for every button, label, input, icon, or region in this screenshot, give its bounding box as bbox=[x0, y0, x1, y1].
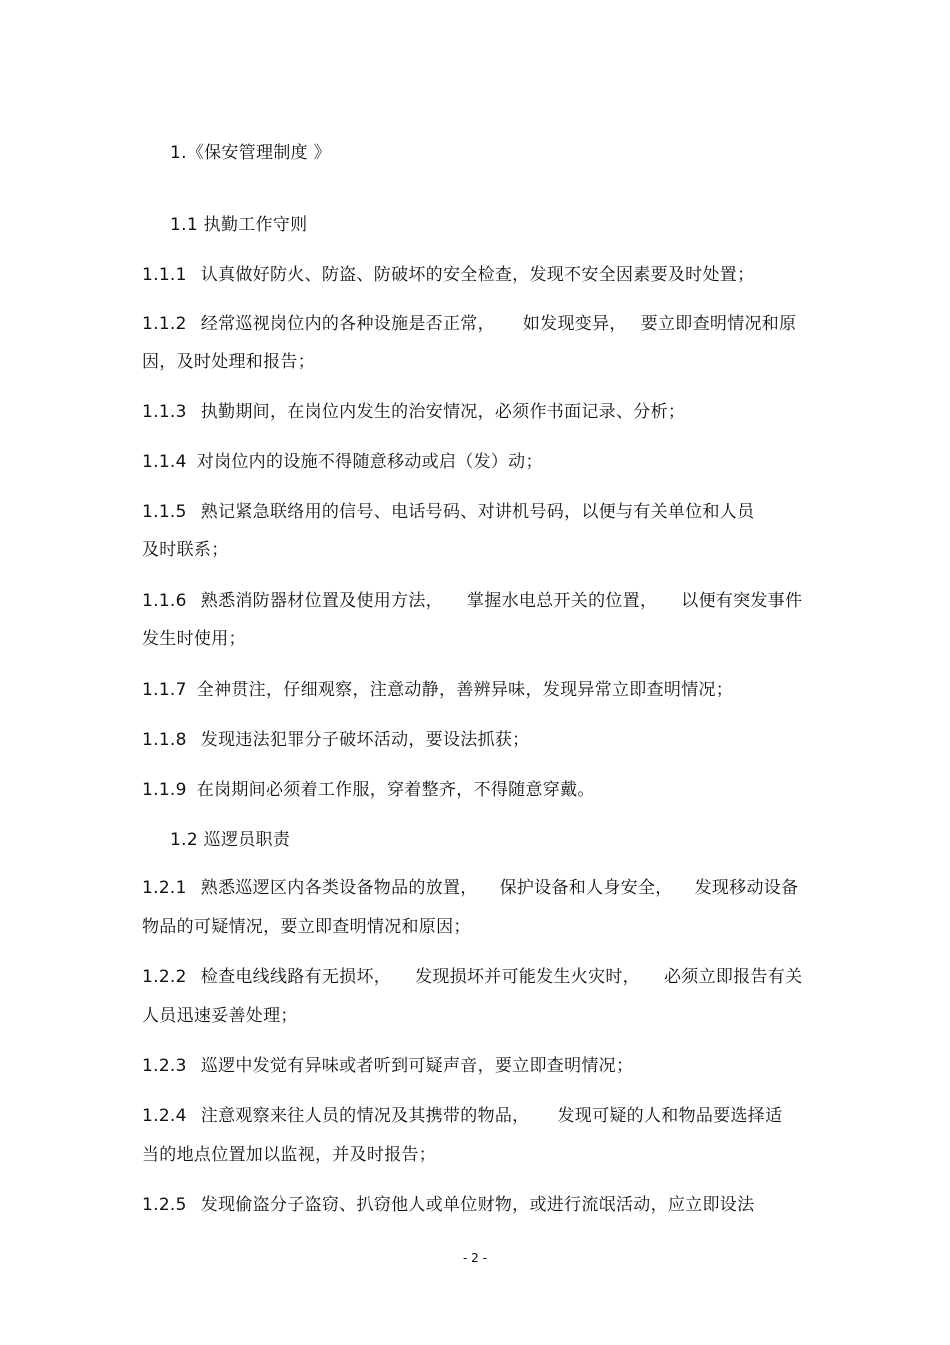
clause-text: 执勤期间，在岗位内发生的治安情况，必须作书面记录、分析； bbox=[200, 402, 686, 422]
clause-1-1-4 bbox=[142, 451, 543, 473]
clause-text: 发现可疑的人和物品要选择适 bbox=[557, 1106, 783, 1126]
clause-number: 1.1.9 bbox=[142, 780, 187, 800]
section-heading-1-1: 1.1 执勤工作守则 bbox=[170, 215, 308, 235]
clause-text: 要立即查明情况和原 bbox=[640, 314, 797, 334]
clause-number: 1.1.6 bbox=[142, 591, 187, 611]
document-title: 1.《保安管理制度 》 bbox=[170, 143, 331, 163]
clause-text: 巡逻中发觉有异味或者听到可疑声音，要立即查明情况； bbox=[200, 1056, 634, 1076]
clause-text: 发现偷盗分子盗窃、扒窃他人或单位财物，或进行流氓活动，应立即设法 bbox=[200, 1195, 755, 1215]
clause-1-1-2-cont: 因，及时处理和报告； bbox=[142, 352, 315, 372]
clause-text: 如发现变异， bbox=[522, 314, 627, 334]
clause-1-1-6 bbox=[142, 590, 802, 612]
clause-text: 发现移动设备 bbox=[694, 878, 799, 898]
clause-number: 1.1.3 bbox=[142, 402, 187, 422]
clause-number: 1.1.4 bbox=[142, 452, 187, 472]
clause-text: 以便有突发事件 bbox=[681, 591, 803, 611]
clause-1-1-5 bbox=[142, 501, 754, 523]
clause-text: 经常巡视岗位内的各种设施是否正常， bbox=[200, 314, 495, 334]
clause-1-2-2 bbox=[142, 966, 802, 988]
clause-number: 1.1.8 bbox=[142, 730, 187, 750]
clause-text: 熟悉消防器材位置及使用方法， bbox=[200, 591, 443, 611]
clause-text: 熟悉巡逻区内各类设备物品的放置， bbox=[200, 878, 478, 898]
section-heading-1-2: 1.2 巡逻员职责 bbox=[170, 830, 291, 850]
clause-1-2-1-cont: 物品的可疑情况，要立即查明情况和原因； bbox=[142, 917, 471, 937]
clause-1-1-6-cont: 发生时使用； bbox=[142, 629, 246, 649]
clause-1-2-1 bbox=[142, 877, 798, 899]
clause-number: 1.1.2 bbox=[142, 314, 187, 334]
clause-text: 发现违法犯罪分子破坏活动，要设法抓获； bbox=[200, 730, 530, 750]
clause-text: 熟记紧急联络用的信号、电话号码、对讲机号码，以便与有关单位和人员 bbox=[200, 502, 755, 522]
clause-text: 检查电线线路有无损坏， bbox=[200, 967, 392, 987]
clause-1-2-3 bbox=[142, 1055, 633, 1077]
clause-1-2-4 bbox=[142, 1105, 782, 1127]
clause-number: 1.1.7 bbox=[142, 680, 187, 700]
clause-text: 在岗期间必须着工作服，穿着整齐，不得随意穿戴。 bbox=[196, 780, 595, 800]
clause-text: 对岗位内的设施不得随意移动或启（发）动； bbox=[196, 452, 543, 472]
clause-text: 发现损坏并可能发生火灾时， bbox=[415, 967, 640, 987]
clause-text: 保护设备和人身安全， bbox=[499, 878, 673, 898]
clause-number: 1.2.3 bbox=[142, 1056, 187, 1076]
clause-number: 1.2.4 bbox=[142, 1106, 187, 1126]
clause-number: 1.1.1 bbox=[142, 265, 187, 285]
clause-text: 认真做好防火、防盗、防破坏的安全检查，发现不安全因素要及时处置； bbox=[200, 265, 755, 285]
clause-number: 1.2.1 bbox=[142, 878, 187, 898]
clause-1-2-2-cont: 人员迅速妥善处理； bbox=[142, 1006, 298, 1026]
clause-number: 1.1.5 bbox=[142, 502, 187, 522]
clause-number: 1.2.5 bbox=[142, 1195, 187, 1215]
clause-1-2-4-cont: 当的地点位置加以监视，并及时报告； bbox=[142, 1145, 437, 1165]
clause-text: 必须立即报告有关 bbox=[663, 967, 803, 987]
clause-1-1-1 bbox=[142, 264, 754, 286]
clause-1-1-3 bbox=[142, 401, 685, 423]
clause-text: 全神贯注，仔细观察，注意动静，善辨异味，发现异常立即查明情况； bbox=[196, 680, 734, 700]
clause-number: 1.2.2 bbox=[142, 967, 187, 987]
page-number: - 2 - bbox=[463, 1251, 487, 1265]
clause-1-1-2 bbox=[142, 313, 796, 335]
clause-text: 掌握水电总开关的位置， bbox=[466, 591, 658, 611]
clause-1-1-9 bbox=[142, 779, 595, 801]
clause-1-1-5-cont: 及时联系； bbox=[142, 540, 229, 560]
clause-1-2-5 bbox=[142, 1194, 754, 1216]
clause-1-1-8 bbox=[142, 729, 529, 751]
clause-text: 注意观察来往人员的情况及其携带的物品， bbox=[200, 1106, 530, 1126]
clause-1-1-7 bbox=[142, 679, 733, 701]
